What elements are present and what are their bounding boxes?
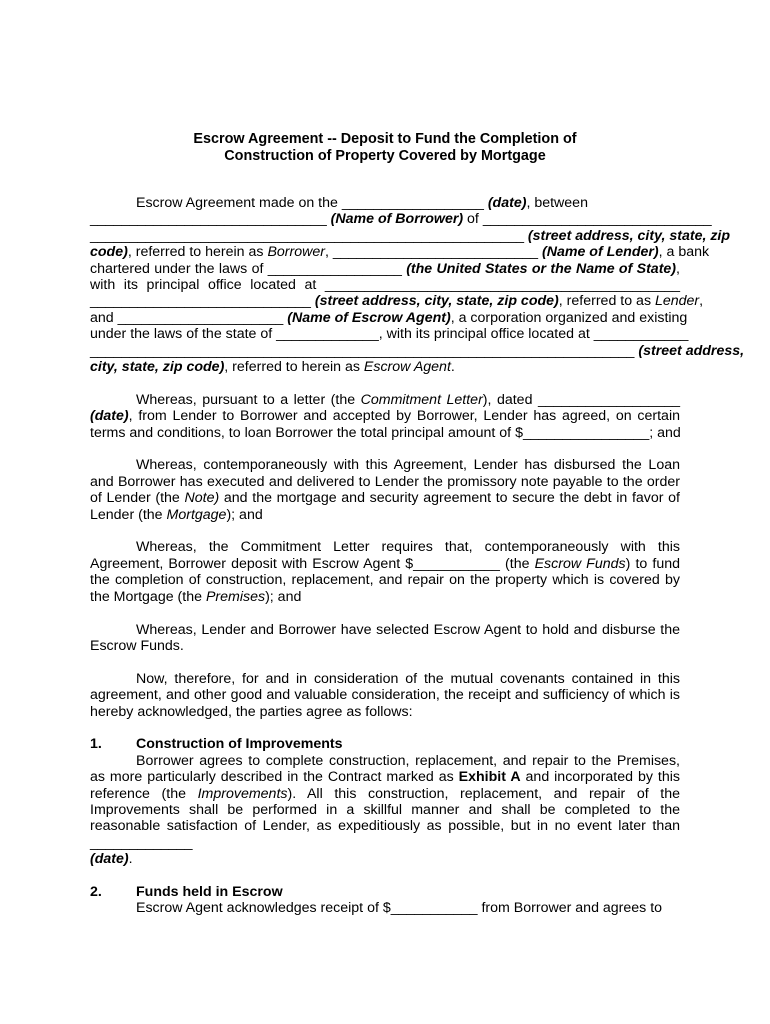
intro-text: , xyxy=(676,260,680,277)
title-line-1: Escrow Agreement -- Deposit to Fund the Completion of xyxy=(193,131,577,147)
intro-line-8 xyxy=(90,309,688,326)
section-title: Construction of Improvements xyxy=(136,736,343,753)
address-label: code) xyxy=(90,244,128,261)
borrower-name-label: (Name of Borrower) xyxy=(326,211,464,228)
escrow-agent-term: Escrow Agent xyxy=(363,359,451,376)
lender-name-blank[interactable]: __________________________ xyxy=(332,244,539,261)
intro-text: . xyxy=(450,359,455,376)
whereas1-line-2 xyxy=(90,408,680,424)
escrow-address-blank[interactable]: _____________________________________________________________________ xyxy=(90,342,635,359)
intro-text: , referred to herein as xyxy=(127,244,268,261)
borrower-address-blank[interactable]: _____________________________ xyxy=(482,211,712,228)
lender-address-blank[interactable]: ____________________________ xyxy=(90,293,311,310)
charter-label: (the United States or the Name of State) xyxy=(401,260,677,277)
paragraph-text: ); and xyxy=(226,506,263,523)
address-label: (street address, city, state, zip code) xyxy=(310,293,559,310)
document-title xyxy=(0,131,770,165)
mortgage-term: Mortgage xyxy=(166,506,227,523)
section-1-heading xyxy=(90,736,680,752)
section-title: Funds held in Escrow xyxy=(136,883,283,900)
intro-line-2 xyxy=(90,211,712,228)
intro-text: Escrow Agreement made on the xyxy=(136,195,342,211)
intro-text: chartered under the laws of xyxy=(90,260,268,277)
paragraph-text: and incorporated by this reference (the xyxy=(90,769,680,802)
deposit-amount-blank[interactable]: ___________ xyxy=(413,555,500,572)
lender-address-blank[interactable]: _____________________________________________ xyxy=(324,277,680,294)
paragraph-text: Borrower agrees to complete construction, replacement, and repair to the Premises, as more particularly described in the Contract marked as xyxy=(90,752,680,786)
intro-text: , xyxy=(699,293,704,310)
section-2-heading xyxy=(90,884,680,900)
section-1-body xyxy=(90,753,680,868)
completion-date-blank[interactable]: _____________ xyxy=(90,834,193,851)
intro-paragraph xyxy=(90,195,745,376)
state-blank[interactable]: _____________ xyxy=(276,326,379,343)
intro-line-7 xyxy=(90,293,704,310)
paragraph-text: and the mortgage and security agreement to secure the debt in favor of Lender (the xyxy=(90,490,680,523)
section-2 xyxy=(90,884,680,917)
whereas1-line-1 xyxy=(90,392,680,408)
intro-text: , between xyxy=(526,195,588,211)
intro-line-3 xyxy=(90,227,731,244)
letter-date-blank[interactable]: __________________ xyxy=(537,391,680,408)
intro-line-4 xyxy=(90,244,710,261)
date-label: (date) xyxy=(90,408,129,425)
lender-term: Lender xyxy=(654,293,700,310)
paragraph-text: Whereas, the Commitment Letter requires that, contemporaneously with this Agreement, Borrower deposit with Escrow Agent $ xyxy=(90,539,680,572)
intro-text: with its principal office located at xyxy=(90,277,325,294)
intro-line-10 xyxy=(90,342,745,359)
paragraph-text: ); and xyxy=(265,588,302,605)
date-blank[interactable]: __________________ xyxy=(341,195,484,211)
borrower-name-blank[interactable]: ______________________________ xyxy=(90,211,327,228)
section-2-body xyxy=(90,900,680,916)
document-body xyxy=(90,195,745,917)
whereas-commitment-paragraph xyxy=(90,392,680,441)
intro-text: , a corporation organized and existing xyxy=(450,309,688,326)
charter-blank[interactable]: _________________ xyxy=(267,260,402,277)
borrower-term: Borrower xyxy=(267,244,325,261)
intro-text: and xyxy=(90,309,118,326)
lender-name-label: (Name of Lender) xyxy=(538,244,659,261)
paragraph-text: (the xyxy=(499,555,535,572)
paragraph-text: ) to fund the completion of construction, replacement, and repair on the property which is covered by the Mortgage (the xyxy=(90,555,680,605)
intro-text: , referred to herein as xyxy=(224,359,364,376)
paragraph-text: Whereas, pursuant to a letter (the xyxy=(136,391,361,408)
intro-text: under the laws of the state of xyxy=(90,326,277,343)
date-label: (date) xyxy=(483,195,527,211)
intro-text: , xyxy=(325,244,333,261)
intro-text: , a bank xyxy=(658,244,710,261)
whereas-loan-paragraph xyxy=(90,457,680,523)
date-label: (date) xyxy=(90,851,129,868)
improvements-term: Improvements xyxy=(197,785,288,802)
exhibit-reference: Exhibit A xyxy=(458,769,521,786)
address-label: city, state, zip code) xyxy=(90,359,225,376)
intro-line-6 xyxy=(90,277,680,293)
premises-term: Premises xyxy=(205,588,266,605)
principal-amount-blank[interactable]: ________________ xyxy=(522,424,650,441)
paragraph-text: terms and conditions, to loan Borrower the total principal amount of $ xyxy=(90,424,523,441)
borrower-address-blank[interactable]: _______________________________________________________ xyxy=(90,227,524,244)
escrow-funds-term: Escrow Funds xyxy=(534,555,626,572)
paragraph-text: . xyxy=(128,851,133,868)
address-label: (street address, xyxy=(634,342,745,359)
address-label: (street address, city, state, zip xyxy=(523,227,731,244)
escrow-agent-label: (Name of Escrow Agent) xyxy=(283,309,451,326)
paragraph-text: Escrow Agent acknowledges receipt of $ xyxy=(136,900,391,917)
escrow-receipt-amount-blank[interactable]: ___________ xyxy=(390,900,478,917)
paragraph-text: from Borrower and agrees to xyxy=(477,900,663,917)
title-line-2: Construction of Property Covered by Mortgage xyxy=(224,148,546,164)
section-number: 2. xyxy=(90,883,102,900)
intro-line-5 xyxy=(90,261,680,277)
paragraph-text: , from Lender to Borrower and accepted by Borrower, Lender has agreed, on certain xyxy=(128,408,680,425)
note-term: Note) xyxy=(184,490,220,507)
intro-line-11 xyxy=(90,359,680,375)
now-therefore-paragraph: Now, therefore, for and in consideration of the mutual covenants contained in this agreement, and other good and valuable consideration, the receipt and sufficiency of which is hereby acknowledged, the parties agree as follows: xyxy=(90,670,680,720)
commitment-letter-term: Commitment Letter xyxy=(360,391,483,408)
intro-text: of xyxy=(463,211,483,228)
whereas-selection-paragraph: Whereas, Lender and Borrower have selected Escrow Agent to hold and disburse the Escrow Funds. xyxy=(90,621,680,654)
intro-text: , with its principal office located at xyxy=(378,326,594,343)
section-number: 1. xyxy=(90,736,102,753)
paragraph-text: ). All this construction, replacement, and repair of the Improvements shall be performed in a skillful manner and shall be completed to the reasonable satisfaction of Lender, as expeditiously as possible, but in no event later than xyxy=(90,785,680,835)
intro-text: , referred to as xyxy=(558,293,655,310)
section-1 xyxy=(90,736,680,867)
intro-line-9 xyxy=(90,326,689,343)
escrow-address-blank[interactable]: ____________ xyxy=(593,326,689,343)
whereas1-line-3 xyxy=(90,425,680,441)
intro-line-1 xyxy=(90,195,680,211)
paragraph-text: Whereas, contemporaneously with this Agreement, Lender has disbursed the Loan and Borrower has executed and delivered to Lender the promissory note payable to the order of Lender (the xyxy=(90,457,680,507)
paragraph-text: ; and xyxy=(649,424,681,441)
escrow-agent-name-blank[interactable]: _____________________ xyxy=(117,309,284,326)
paragraph-text: ), dated xyxy=(482,391,538,408)
whereas-deposit-paragraph xyxy=(90,539,680,605)
